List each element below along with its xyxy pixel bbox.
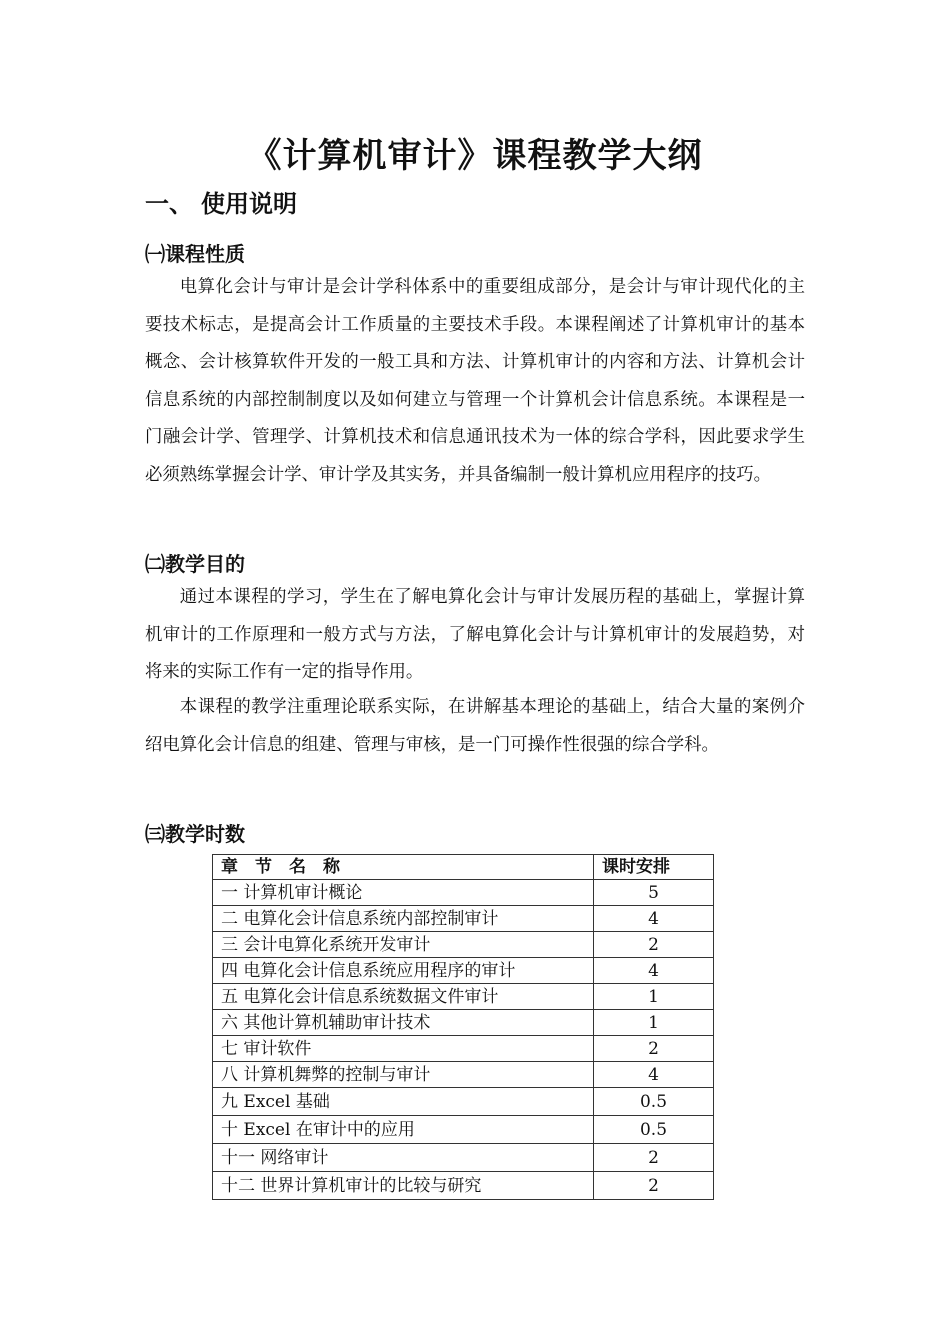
section-heading-usage — [145, 184, 297, 219]
chapter-cell: 十二 世界计算机审计的比较与研究 — [213, 1172, 594, 1200]
hours-cell: 4 — [594, 1062, 714, 1088]
document-title: 《计算机审计》课程教学大纲 — [247, 136, 703, 176]
hours-cell: 0.5 — [594, 1088, 714, 1116]
chapter-cell: 三 会计电算化系统开发审计 — [213, 932, 594, 958]
chapter-cell: 十 Excel 在审计中的应用 — [213, 1116, 594, 1144]
chapter-cell: 二 电算化会计信息系统内部控制审计 — [213, 906, 594, 932]
hours-cell: 2 — [594, 1144, 714, 1172]
hours-cell: 2 — [594, 1172, 714, 1200]
header-hours: 课时安排 — [594, 855, 714, 880]
chapter-cell: 四 电算化会计信息系统应用程序的审计 — [213, 958, 594, 984]
table-row — [213, 1116, 714, 1144]
table-header-row — [213, 855, 714, 880]
table-row — [213, 984, 714, 1010]
chapter-cell: 五 电算化会计信息系统数据文件审计 — [213, 984, 594, 1010]
chapter-cell: 六 其他计算机辅助审计技术 — [213, 1010, 594, 1036]
table-row — [213, 932, 714, 958]
chapter-cell: 七 审计软件 — [213, 1036, 594, 1062]
section-number: 一、 — [145, 190, 193, 218]
table-row — [213, 880, 714, 906]
table-row — [213, 1036, 714, 1062]
chapter-cell: 九 Excel 基础 — [213, 1088, 594, 1116]
hours-cell: 4 — [594, 906, 714, 932]
paragraph-teaching-purpose-2: 本课程的教学注重理论联系实际，在讲解基本理论的基础上，结合大量的案例介绍电算化会计信息的组建、管理与审核，是一门可操作性很强的综合学科。 — [145, 697, 805, 755]
chapter-cell: 一 计算机审计概论 — [213, 880, 594, 906]
hours-cell: 0.5 — [594, 1116, 714, 1144]
hours-cell: 1 — [594, 1010, 714, 1036]
table-row — [213, 1088, 714, 1116]
hours-cell: 5 — [594, 880, 714, 906]
table-row — [213, 1144, 714, 1172]
section-title: 使用说明 — [201, 190, 297, 218]
hours-cell: 2 — [594, 932, 714, 958]
hours-cell: 4 — [594, 958, 714, 984]
teaching-hours-table — [212, 854, 714, 1200]
subsection-heading-teaching-purpose: ㈡教学目的 — [145, 552, 245, 576]
hours-cell: 2 — [594, 1036, 714, 1062]
header-chapter-name: 章 节 名 称 — [213, 855, 594, 880]
chapter-cell: 八 计算机舞弊的控制与审计 — [213, 1062, 594, 1088]
paragraph-teaching-purpose-1: 通过本课程的学习，学生在了解电算化会计与审计发展历程的基础上，掌握计算机审计的工作原理和一般方式与方法，了解电算化会计与计算机审计的发展趋势，对将来的实际工作有一定的指导作用。 — [145, 587, 805, 682]
table-row — [213, 958, 714, 984]
subsection-heading-course-nature: ㈠课程性质 — [145, 242, 245, 266]
chapter-cell: 十一 网络审计 — [213, 1144, 594, 1172]
table-row — [213, 1062, 714, 1088]
table-row — [213, 1010, 714, 1036]
paragraph-course-nature: 电算化会计与审计是会计学科体系中的重要组成部分，是会计与审计现代化的主要技术标志，是提高会计工作质量的主要技术手段。本课程阐述了计算机审计的基本概念、会计核算软件开发的一般工具和方法、计算机审计的内容和方法、计算机会计信息系统的内部控制制度以及如何建立与管理一个计算机会计信息系统。本课程是一门融会计学、管理学、计算机技术和信息通讯技术为一体的综合学科，因此要求学生必须熟练掌握会计学、审计学及其实务，并具备编制一般计算机应用程序的技巧。 — [145, 277, 805, 485]
table-row — [213, 1172, 714, 1200]
hours-cell: 1 — [594, 984, 714, 1010]
table-row — [213, 906, 714, 932]
subsection-heading-teaching-hours: ㈢教学时数 — [145, 822, 245, 846]
